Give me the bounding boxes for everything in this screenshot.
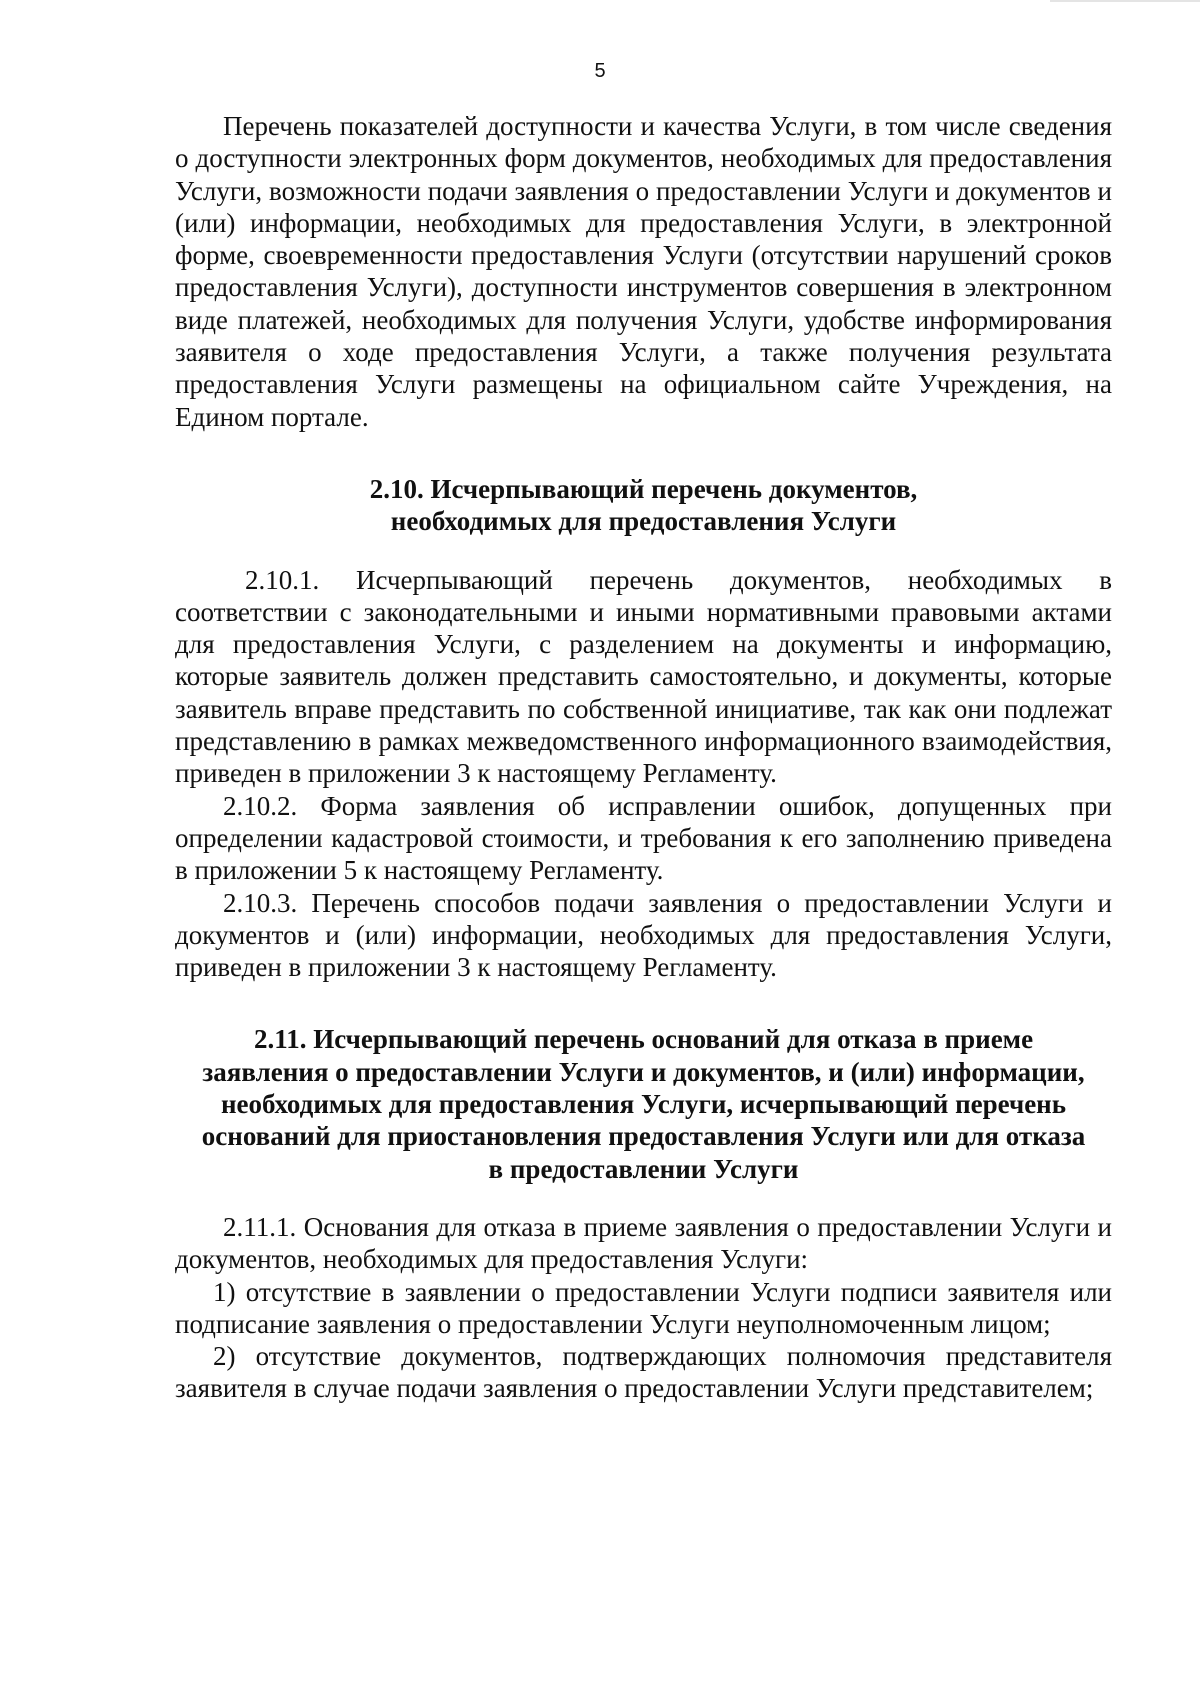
- paragraph-2-11-1: 2.11.1. Основания для отказа в приеме заявления о предоставлении Услуги и документов, необходимых для предоставления Услуги:: [175, 1211, 1112, 1275]
- list-item-2: 2) отсутствие документов, подтверждающих полномочия представителя заявителя в случае подачи заявления о предоставлении Услуги представителем;: [175, 1341, 1112, 1404]
- intro-paragraph: Перечень показателей доступности и качества Услуги, в том числе сведения о доступности электронных форм документов, необходимых для предоставления Услуги, возможности подачи заявления о предоставлении Услуги и документов и (или) информации, необходимых для предоставления Услуги, в электронной форме, своевременности предоставления Услуги (отсутствии нарушений сроков предоставления Услуги), доступности инструментов совершения в электронном виде платежей, необходимых для получения Услуги, удобстве информирования заявителя о ходе предоставления Услуги, а также получения результата предоставления Услуги размещены на официальном сайте Учреждения, на Едином портале.: [175, 111, 1112, 432]
- paragraph-2-10-2: 2.10.2. Форма заявления об исправлении ошибок, допущенных при определении кадастровой стоимости, и требования к его заполнению приведена в приложении 5 к настоящему Регламенту.: [175, 790, 1112, 886]
- heading-line: в предоставлении Услуги: [488, 1153, 799, 1184]
- scan-edge-line: [1050, 0, 1200, 2]
- page-number: 5: [594, 60, 606, 82]
- heading-line: необходимых для предоставления Услуги, исчерпывающий перечень: [220, 1089, 1067, 1120]
- list-item-1: 1) отсутствие в заявлении о предоставлении Услуги подписи заявителя или подписание заявления о предоставлении Услуги неуполномоченным лицом;: [175, 1276, 1112, 1339]
- heading-line: заявления о предоставлении Услуги и документов, и (или) информации,: [202, 1056, 1085, 1087]
- section-heading-2-10: [175, 473, 1112, 538]
- paragraph-2-10-3: 2.10.3. Перечень способов подачи заявления о предоставлении Услуги и документов и (или) информации, необходимых для предоставления Услуги, приведен в приложении 3 к настоящему Регламенту.: [175, 887, 1112, 983]
- section-heading-2-11: [175, 1023, 1112, 1184]
- heading-line: 2.10. Исчерпывающий перечень документов,: [369, 473, 918, 504]
- heading-line: необходимых для предоставления Услуги: [390, 506, 897, 537]
- heading-line: 2.11. Исчерпывающий перечень оснований для отказа в приеме: [253, 1024, 1034, 1055]
- document-body: [175, 110, 1112, 1405]
- heading-line: оснований для приостановления предоставления Услуги или для отказа: [201, 1121, 1086, 1152]
- paragraph-2-10-1: 2.10.1. Исчерпывающий перечень документов, необходимых в соответствии с законодательными и иными нормативными правовыми актами для предоставления Услуги, с разделением на документы и информацию, которые заявитель должен представить самостоятельно, и документы, которые заявитель вправе представить по собственной инициативе, так как они подлежат представлению в рамках межведомственного информационного взаимодействия, приведен в приложении 3 к настоящему Регламенту.: [175, 564, 1112, 789]
